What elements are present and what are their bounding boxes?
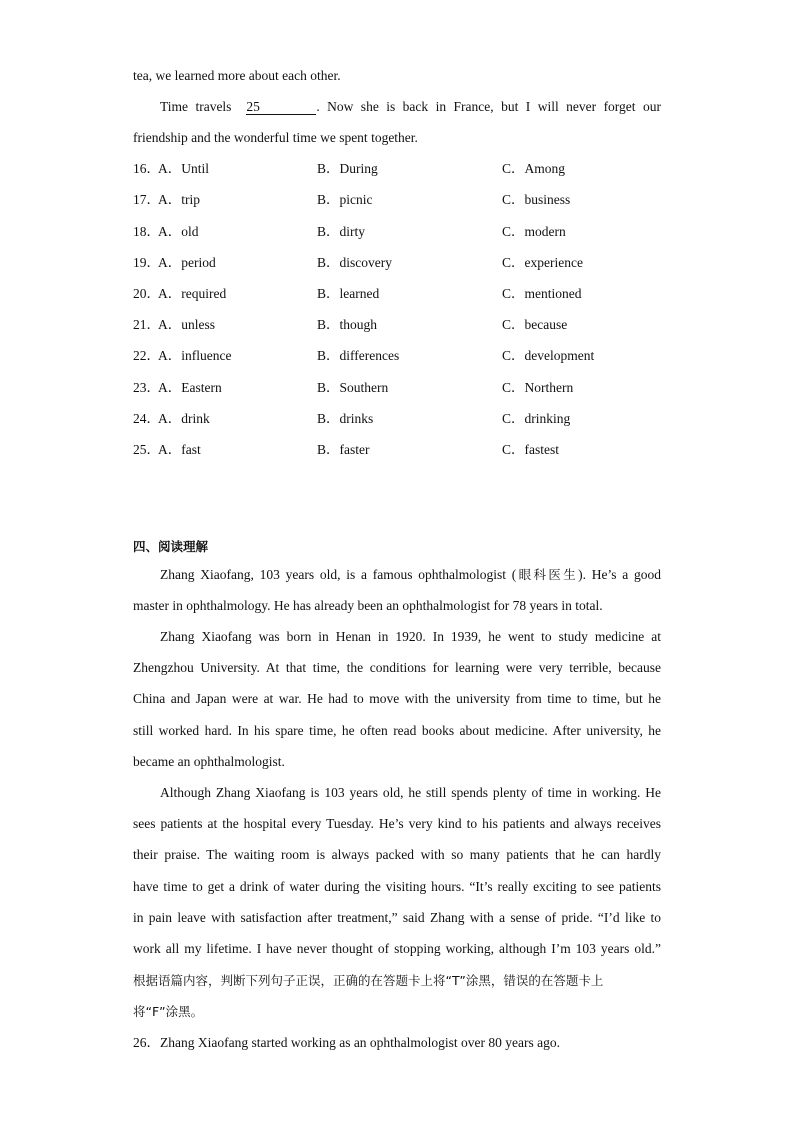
option-c: C．development: [502, 348, 595, 363]
option-b: B．drinks: [317, 411, 374, 426]
question-row: [133, 160, 661, 178]
option-a: A．unless: [158, 317, 215, 332]
question-number: 24．: [133, 411, 160, 426]
question-number: 23．: [133, 380, 160, 395]
reading-text: ). He’s a good: [578, 567, 661, 582]
passage-text: . Now she is back in France, but I will never forget our: [316, 99, 661, 114]
reading-text: Zhang Xiaofang, 103 years old, is a famous ophthalmologist (: [160, 567, 517, 582]
option-b: B．During: [317, 161, 378, 176]
question-row: [133, 254, 661, 272]
reading-line: work all my lifetime. I have never thought of stopping working, although I’m 103 years old.”: [133, 941, 661, 956]
passage-line: friendship and the wonderful time we spent together.: [133, 130, 418, 145]
option-a: A．drink: [158, 411, 210, 426]
option-a: A．Eastern: [158, 380, 222, 395]
question-number: 25．: [133, 442, 160, 457]
option-a: A．period: [158, 255, 216, 270]
question-number: 19．: [133, 255, 160, 270]
reading-line: Zhengzhou University. At that time, the conditions for learning were very terrible, because: [133, 660, 661, 675]
option-b: B．learned: [317, 286, 380, 301]
option-b: B．though: [317, 317, 378, 332]
option-c: C．Among: [502, 161, 566, 176]
option-c: C．drinking: [502, 411, 571, 426]
reading-line: in pain leave with satisfaction after treatment,” said Zhang with a sense of pride. “I’d like to: [133, 910, 661, 925]
option-a: A．trip: [158, 192, 200, 207]
question-row: [133, 379, 661, 397]
instruction-line: 根据语篇内容，判断下列句子正误，正确的在答题卡上将“T”涂黑，错误的在答题卡上: [133, 973, 604, 988]
question-row: [133, 285, 661, 303]
option-b: B．discovery: [317, 255, 392, 270]
question-row: [133, 410, 661, 428]
reading-line: China and Japan were at war. He had to move with the university from time to time, but he: [133, 691, 661, 706]
question-row: [133, 441, 661, 459]
section-heading: 四、阅读理解: [133, 539, 209, 554]
answer-blank: 25: [246, 100, 316, 115]
question-row: [133, 191, 661, 209]
option-c: C．business: [502, 192, 571, 207]
reading-line: Although Zhang Xiaofang is 103 years old, he still spends plenty of time in working. He: [160, 785, 661, 800]
question-number: 16．: [133, 161, 160, 176]
option-a: A．fast: [158, 442, 201, 457]
option-a: A．influence: [158, 348, 232, 363]
reading-line: sees patients at the hospital every Tuesday. He’s very kind to his patients and always receives: [133, 816, 661, 831]
option-c: C．fastest: [502, 442, 559, 457]
question-number: 18．: [133, 224, 160, 239]
passage-line: tea, we learned more about each other.: [133, 68, 341, 83]
true-false-question: 26．Zhang Xiaofang started working as an ophthalmologist over 80 years ago.: [133, 1035, 561, 1050]
option-b: B．differences: [317, 348, 400, 363]
option-a: A．required: [158, 286, 227, 301]
question-row: [133, 347, 661, 365]
option-a: A．Until: [158, 161, 210, 176]
option-c: C．mentioned: [502, 286, 582, 301]
option-b: B．Southern: [317, 380, 389, 395]
reading-line: still worked hard. In his spare time, he often read books about medicine. After university, he: [133, 723, 661, 738]
question-number: 20．: [133, 286, 160, 301]
passage-line-with-blank: [160, 98, 661, 116]
reading-line: have time to get a drink of water during the visiting hours. “It’s really exciting to see patients: [133, 879, 661, 894]
option-b: B．faster: [317, 442, 370, 457]
question-number: 22．: [133, 348, 160, 363]
option-c: C．experience: [502, 255, 583, 270]
option-b: B．picnic: [317, 192, 373, 207]
reading-line: Zhang Xiaofang was born in Henan in 1920. In 1939, he went to study medicine at: [160, 629, 661, 644]
question-number: 21．: [133, 317, 160, 332]
reading-line: their praise. The waiting room is always packed with so many patients that he can hardly: [133, 847, 661, 862]
option-c: C．Northern: [502, 380, 574, 395]
passage-text: Time travels: [160, 99, 232, 114]
question-row: [133, 316, 661, 334]
option-c: C．modern: [502, 224, 566, 239]
instruction-line: 将“F”涂黑。: [133, 1004, 204, 1019]
option-b: B．dirty: [317, 224, 366, 239]
option-c: C．because: [502, 317, 568, 332]
reading-line: [160, 566, 661, 584]
question-number: 17．: [133, 192, 160, 207]
option-a: A．old: [158, 224, 199, 239]
reading-line: master in ophthalmology. He has already been an ophthalmologist for 78 years in total.: [133, 598, 603, 613]
reading-chinese-gloss: 眼科医生: [516, 567, 579, 582]
reading-line: became an ophthalmologist.: [133, 754, 285, 769]
question-row: [133, 223, 661, 241]
